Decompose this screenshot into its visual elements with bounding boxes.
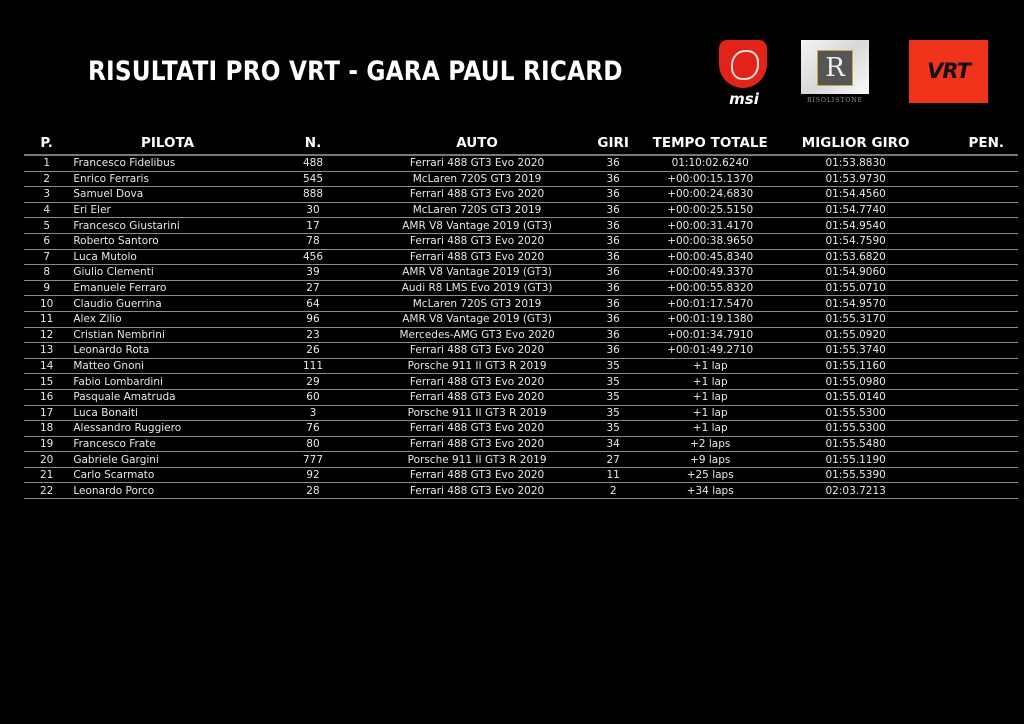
cell-car: AMR V8 Vantage 2019 (GT3) xyxy=(360,311,594,327)
cell-position: 7 xyxy=(24,249,69,265)
vrt-logo xyxy=(909,40,988,103)
cell-total-time: +1 lap xyxy=(632,389,788,405)
table-row xyxy=(24,249,1018,265)
cell-car-number: 3 xyxy=(266,405,361,421)
cell-pilot: Luca Mutolo xyxy=(69,249,265,265)
cell-position: 2 xyxy=(24,171,69,187)
marble-background xyxy=(801,40,869,94)
cell-best-lap: 01:55.0140 xyxy=(788,389,923,405)
cell-total-time: +00:00:31.4170 xyxy=(632,218,788,234)
cell-car: Porsche 911 II GT3 R 2019 xyxy=(360,452,594,468)
table-row xyxy=(24,265,1018,281)
cell-laps: 35 xyxy=(594,358,633,374)
cell-position: 4 xyxy=(24,202,69,218)
page-title: RISULTATI PRO VRT - GARA PAUL RICARD xyxy=(88,56,623,87)
cell-best-lap: 01:55.5480 xyxy=(788,436,923,452)
cell-laps: 2 xyxy=(594,483,633,499)
cell-pilot: Francesco Fidelibus xyxy=(69,155,265,171)
table-row xyxy=(24,155,1018,171)
cell-penalty xyxy=(923,358,1018,374)
cell-position: 11 xyxy=(24,311,69,327)
cell-penalty xyxy=(923,296,1018,312)
dragon-shield-icon xyxy=(719,40,767,88)
cell-best-lap: 01:55.5390 xyxy=(788,467,923,483)
cell-laps: 36 xyxy=(594,218,633,234)
cell-car: Ferrari 488 GT3 Evo 2020 xyxy=(360,374,594,390)
cell-total-time: +2 laps xyxy=(632,436,788,452)
cell-car: Porsche 911 II GT3 R 2019 xyxy=(360,358,594,374)
cell-car-number: 30 xyxy=(266,202,361,218)
risolistone-logo-text: RISOLISTONE xyxy=(807,97,863,104)
cell-position: 5 xyxy=(24,218,69,234)
cell-car-number: 26 xyxy=(266,343,361,359)
cell-penalty xyxy=(923,327,1018,343)
cell-best-lap: 01:54.4560 xyxy=(788,187,923,203)
cell-pilot: Francesco Frate xyxy=(69,436,265,452)
cell-car: Ferrari 488 GT3 Evo 2020 xyxy=(360,436,594,452)
cell-best-lap: 01:53.9730 xyxy=(788,171,923,187)
cell-car: Ferrari 488 GT3 Evo 2020 xyxy=(360,233,594,249)
cell-car-number: 92 xyxy=(266,467,361,483)
cell-penalty xyxy=(923,218,1018,234)
cell-total-time: +00:00:49.3370 xyxy=(632,265,788,281)
cell-best-lap: 01:54.7740 xyxy=(788,202,923,218)
cell-car: Ferrari 488 GT3 Evo 2020 xyxy=(360,389,594,405)
cell-penalty xyxy=(923,467,1018,483)
cell-car-number: 111 xyxy=(266,358,361,374)
cell-total-time: +00:00:45.8340 xyxy=(632,249,788,265)
cell-laps: 36 xyxy=(594,249,633,265)
cell-pilot: Emanuele Ferraro xyxy=(69,280,265,296)
r-monogram-icon: R xyxy=(817,50,853,86)
cell-position: 12 xyxy=(24,327,69,343)
cell-car: Ferrari 488 GT3 Evo 2020 xyxy=(360,343,594,359)
cell-best-lap: 01:53.6820 xyxy=(788,249,923,265)
cell-best-lap: 01:54.9060 xyxy=(788,265,923,281)
table-row xyxy=(24,296,1018,312)
cell-total-time: +00:00:38.9650 xyxy=(632,233,788,249)
cell-pilot: Luca Bonaiti xyxy=(69,405,265,421)
cell-car-number: 17 xyxy=(266,218,361,234)
cell-pilot: Cristian Nembrini xyxy=(69,327,265,343)
cell-penalty xyxy=(923,187,1018,203)
cell-total-time: +9 laps xyxy=(632,452,788,468)
cell-car: McLaren 720S GT3 2019 xyxy=(360,296,594,312)
table-row xyxy=(24,452,1018,468)
column-header-position: P. xyxy=(24,132,69,155)
cell-pilot: Alex Zilio xyxy=(69,311,265,327)
cell-pilot: Francesco Giustarini xyxy=(69,218,265,234)
cell-total-time: +00:01:49.2710 xyxy=(632,343,788,359)
table-row xyxy=(24,343,1018,359)
table-header-row xyxy=(24,132,1018,155)
column-header-total-time: TEMPO TOTALE xyxy=(632,132,788,155)
cell-car: McLaren 720S GT3 2019 xyxy=(360,202,594,218)
table-row xyxy=(24,358,1018,374)
risolistone-logo xyxy=(801,40,869,104)
cell-car: McLaren 720S GT3 2019 xyxy=(360,171,594,187)
cell-total-time: +00:00:24.6830 xyxy=(632,187,788,203)
cell-total-time: +25 laps xyxy=(632,467,788,483)
cell-penalty xyxy=(923,249,1018,265)
table-row xyxy=(24,171,1018,187)
cell-total-time: +00:01:17.5470 xyxy=(632,296,788,312)
cell-penalty xyxy=(923,343,1018,359)
cell-total-time: +34 laps xyxy=(632,483,788,499)
cell-laps: 35 xyxy=(594,389,633,405)
cell-car: AMR V8 Vantage 2019 (GT3) xyxy=(360,218,594,234)
table-row xyxy=(24,405,1018,421)
cell-best-lap: 01:55.5300 xyxy=(788,421,923,437)
cell-total-time: +1 lap xyxy=(632,405,788,421)
table-row xyxy=(24,436,1018,452)
cell-position: 16 xyxy=(24,389,69,405)
cell-best-lap: 01:55.1160 xyxy=(788,358,923,374)
msi-logo-text: msi xyxy=(729,90,759,108)
column-header-penalty: PEN. xyxy=(923,132,1018,155)
cell-pilot: Carlo Scarmato xyxy=(69,467,265,483)
column-header-laps: GIRI xyxy=(594,132,633,155)
table-row xyxy=(24,218,1018,234)
cell-laps: 35 xyxy=(594,421,633,437)
cell-position: 19 xyxy=(24,436,69,452)
cell-best-lap: 01:55.1190 xyxy=(788,452,923,468)
column-header-car: AUTO xyxy=(360,132,594,155)
cell-best-lap: 01:55.0710 xyxy=(788,280,923,296)
cell-car-number: 76 xyxy=(266,421,361,437)
cell-car-number: 23 xyxy=(266,327,361,343)
cell-car-number: 545 xyxy=(266,171,361,187)
cell-total-time: +00:01:34.7910 xyxy=(632,327,788,343)
cell-laps: 36 xyxy=(594,265,633,281)
cell-position: 14 xyxy=(24,358,69,374)
cell-car: Ferrari 488 GT3 Evo 2020 xyxy=(360,483,594,499)
cell-pilot: Claudio Guerrina xyxy=(69,296,265,312)
cell-penalty xyxy=(923,233,1018,249)
table-row xyxy=(24,311,1018,327)
cell-pilot: Matteo Gnoni xyxy=(69,358,265,374)
cell-position: 15 xyxy=(24,374,69,390)
cell-pilot: Pasquale Amatruda xyxy=(69,389,265,405)
cell-car-number: 39 xyxy=(266,265,361,281)
cell-position: 17 xyxy=(24,405,69,421)
cell-total-time: +00:00:15.1370 xyxy=(632,171,788,187)
cell-car: Ferrari 488 GT3 Evo 2020 xyxy=(360,421,594,437)
cell-penalty xyxy=(923,171,1018,187)
column-header-pilot: PILOTA xyxy=(69,132,265,155)
cell-penalty xyxy=(923,421,1018,437)
cell-best-lap: 01:54.9540 xyxy=(788,218,923,234)
cell-car-number: 28 xyxy=(266,483,361,499)
cell-car: Ferrari 488 GT3 Evo 2020 xyxy=(360,187,594,203)
cell-position: 18 xyxy=(24,421,69,437)
cell-laps: 36 xyxy=(594,171,633,187)
cell-best-lap: 02:03.7213 xyxy=(788,483,923,499)
cell-position: 3 xyxy=(24,187,69,203)
cell-laps: 36 xyxy=(594,280,633,296)
table-row xyxy=(24,389,1018,405)
table-row xyxy=(24,187,1018,203)
cell-pilot: Leonardo Porco xyxy=(69,483,265,499)
cell-total-time: +00:00:55.8320 xyxy=(632,280,788,296)
cell-car-number: 64 xyxy=(266,296,361,312)
cell-best-lap: 01:55.0980 xyxy=(788,374,923,390)
cell-total-time: +00:01:19.1380 xyxy=(632,311,788,327)
column-header-best-lap: MIGLIOR GIRO xyxy=(788,132,923,155)
cell-car-number: 80 xyxy=(266,436,361,452)
cell-penalty xyxy=(923,452,1018,468)
cell-penalty xyxy=(923,265,1018,281)
cell-car: Ferrari 488 GT3 Evo 2020 xyxy=(360,155,594,171)
cell-best-lap: 01:55.3740 xyxy=(788,343,923,359)
cell-pilot: Roberto Santoro xyxy=(69,233,265,249)
cell-penalty xyxy=(923,202,1018,218)
cell-pilot: Leonardo Rota xyxy=(69,343,265,359)
cell-penalty xyxy=(923,436,1018,452)
cell-pilot: Alessandro Ruggiero xyxy=(69,421,265,437)
cell-laps: 36 xyxy=(594,155,633,171)
cell-position: 8 xyxy=(24,265,69,281)
cell-position: 1 xyxy=(24,155,69,171)
cell-pilot: Gabriele Gargini xyxy=(69,452,265,468)
cell-best-lap: 01:54.9570 xyxy=(788,296,923,312)
cell-car-number: 60 xyxy=(266,389,361,405)
cell-position: 10 xyxy=(24,296,69,312)
cell-penalty xyxy=(923,374,1018,390)
cell-car: Porsche 911 II GT3 R 2019 xyxy=(360,405,594,421)
cell-laps: 36 xyxy=(594,233,633,249)
cell-position: 22 xyxy=(24,483,69,499)
cell-laps: 35 xyxy=(594,374,633,390)
cell-pilot: Samuel Dova xyxy=(69,187,265,203)
cell-laps: 35 xyxy=(594,405,633,421)
cell-position: 6 xyxy=(24,233,69,249)
cell-total-time: +1 lap xyxy=(632,358,788,374)
cell-total-time: +00:00:25.5150 xyxy=(632,202,788,218)
table-row xyxy=(24,202,1018,218)
cell-penalty xyxy=(923,405,1018,421)
cell-laps: 27 xyxy=(594,452,633,468)
cell-pilot: Eri Eler xyxy=(69,202,265,218)
cell-best-lap: 01:55.0920 xyxy=(788,327,923,343)
cell-laps: 36 xyxy=(594,327,633,343)
table-row xyxy=(24,280,1018,296)
cell-laps: 36 xyxy=(594,296,633,312)
column-header-number: N. xyxy=(266,132,361,155)
results-table-body xyxy=(24,155,1018,499)
cell-best-lap: 01:54.7590 xyxy=(788,233,923,249)
cell-car-number: 29 xyxy=(266,374,361,390)
results-table xyxy=(24,132,1018,499)
cell-car-number: 777 xyxy=(266,452,361,468)
cell-position: 21 xyxy=(24,467,69,483)
cell-car-number: 488 xyxy=(266,155,361,171)
cell-car-number: 888 xyxy=(266,187,361,203)
cell-laps: 36 xyxy=(594,343,633,359)
vrt-logo-text: VRT xyxy=(927,59,970,83)
msi-logo xyxy=(716,40,772,110)
cell-car: Mercedes-AMG GT3 Evo 2020 xyxy=(360,327,594,343)
cell-car: AMR V8 Vantage 2019 (GT3) xyxy=(360,265,594,281)
cell-laps: 36 xyxy=(594,311,633,327)
cell-car: Audi R8 LMS Evo 2019 (GT3) xyxy=(360,280,594,296)
cell-best-lap: 01:53.8830 xyxy=(788,155,923,171)
cell-pilot: Giulio Clementi xyxy=(69,265,265,281)
cell-total-time: +1 lap xyxy=(632,374,788,390)
cell-position: 9 xyxy=(24,280,69,296)
cell-penalty xyxy=(923,155,1018,171)
cell-total-time: 01:10:02.6240 xyxy=(632,155,788,171)
table-row xyxy=(24,233,1018,249)
cell-car: Ferrari 488 GT3 Evo 2020 xyxy=(360,249,594,265)
cell-best-lap: 01:55.5300 xyxy=(788,405,923,421)
cell-penalty xyxy=(923,280,1018,296)
cell-pilot: Fabio Lombardini xyxy=(69,374,265,390)
cell-car: Ferrari 488 GT3 Evo 2020 xyxy=(360,467,594,483)
table-row xyxy=(24,467,1018,483)
cell-penalty xyxy=(923,483,1018,499)
table-row xyxy=(24,327,1018,343)
cell-laps: 34 xyxy=(594,436,633,452)
cell-car-number: 78 xyxy=(266,233,361,249)
cell-pilot: Enrico Ferraris xyxy=(69,171,265,187)
cell-penalty xyxy=(923,389,1018,405)
cell-car-number: 27 xyxy=(266,280,361,296)
cell-position: 20 xyxy=(24,452,69,468)
cell-car-number: 456 xyxy=(266,249,361,265)
table-row xyxy=(24,483,1018,499)
table-row xyxy=(24,374,1018,390)
table-row xyxy=(24,421,1018,437)
cell-car-number: 96 xyxy=(266,311,361,327)
cell-laps: 36 xyxy=(594,202,633,218)
cell-penalty xyxy=(923,311,1018,327)
cell-laps: 36 xyxy=(594,187,633,203)
cell-laps: 11 xyxy=(594,467,633,483)
cell-total-time: +1 lap xyxy=(632,421,788,437)
cell-best-lap: 01:55.3170 xyxy=(788,311,923,327)
cell-position: 13 xyxy=(24,343,69,359)
